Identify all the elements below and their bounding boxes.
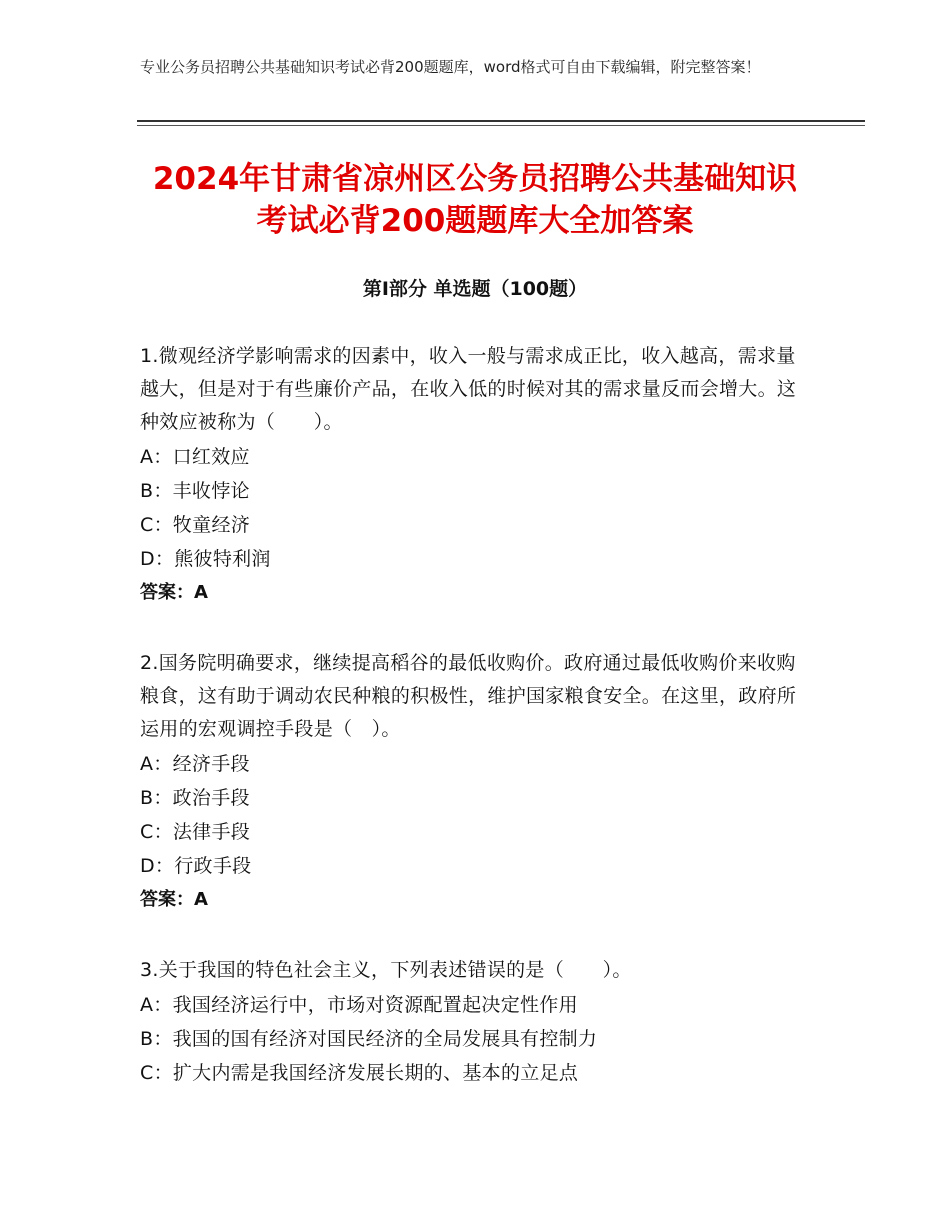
option-b: B：我国的国有经济对国民经济的全局发展具有控制力 <box>140 1028 598 1050</box>
question-stem: 1.微观经济学影响需求的因素中，收入一般与需求成正比，收入越高，需求量越大，但是对于有些廉价产品，在收入低的时候对其的需求量反而会增大。这种效应被称为（ ）。 <box>140 345 797 433</box>
option-a: A：口红效应 <box>140 446 250 468</box>
question-1 <box>140 340 800 610</box>
answer: 答案：A <box>140 889 208 910</box>
question-2 <box>140 647 800 917</box>
header-note: 专业公务员招聘公共基础知识考试必背200题题库，word格式可自由下载编辑，附完整答案！ <box>140 58 761 76</box>
question-stem: 3.关于我国的特色社会主义，下列表述错误的是（ ）。 <box>140 959 632 981</box>
question-list <box>140 340 800 1127</box>
question-stem: 2.国务院明确要求，继续提高稻谷的最低收购价。政府通过最低收购价来收购粮食，这有助于调动农民种粮的积极性，维护国家粮食安全。在这里，政府所运用的宏观调控手段是（ ）。 <box>140 652 797 740</box>
header-divider-thin <box>137 125 865 126</box>
question-3 <box>140 954 800 1090</box>
option-c: C：牧童经济 <box>140 514 251 536</box>
document-title: 2024年甘肃省凉州区公务员招聘公共基础知识考试必背200题题库大全加答案 <box>152 161 798 239</box>
option-d: D：行政手段 <box>140 855 252 877</box>
option-a: A：我国经济运行中，市场对资源配置起决定性作用 <box>140 994 578 1016</box>
answer: 答案：A <box>140 582 208 603</box>
option-c: C：扩大内需是我国经济发展长期的、基本的立足点 <box>140 1062 579 1084</box>
option-d: D：熊彼特利润 <box>140 548 271 570</box>
option-c: C：法律手段 <box>140 821 251 843</box>
option-b: B：政治手段 <box>140 787 250 809</box>
section-title: 第Ⅰ部分 单选题（100题） <box>362 278 588 300</box>
option-b: B：丰收悖论 <box>140 480 250 502</box>
option-a: A：经济手段 <box>140 753 250 775</box>
header-divider-thick <box>137 120 865 122</box>
